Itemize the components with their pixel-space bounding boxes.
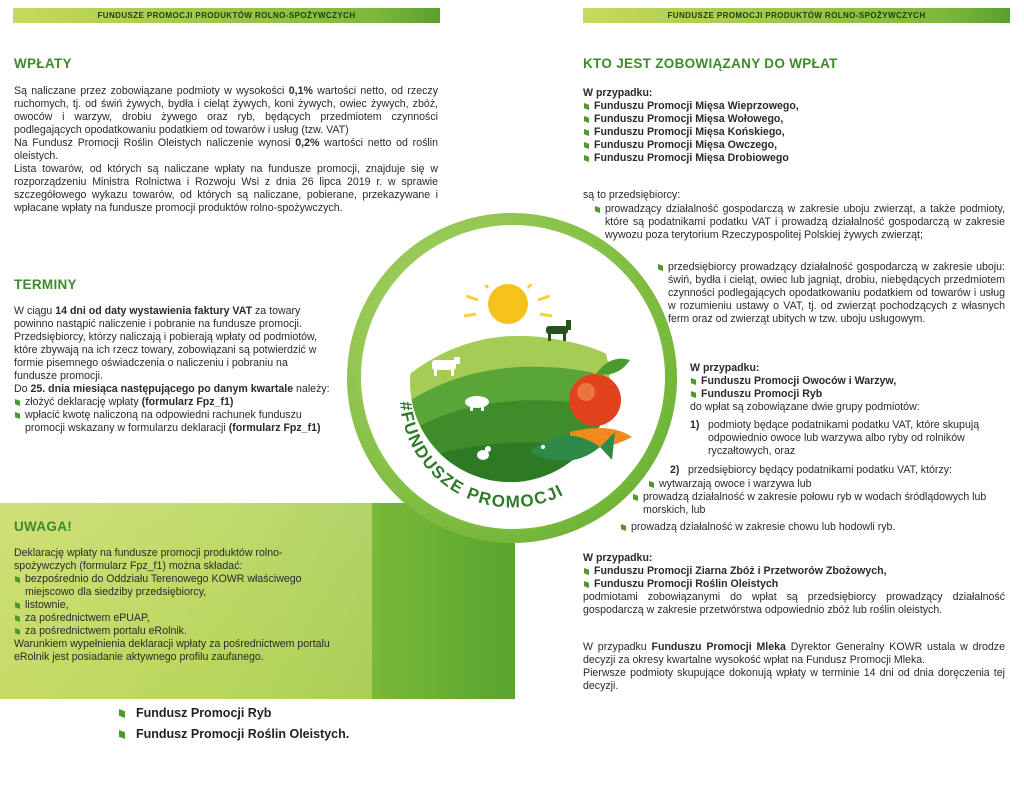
kto-g2-sub-item: wytwarzają owoce i warzywa lub bbox=[648, 478, 1005, 491]
kto-g1-list-2 bbox=[657, 261, 1005, 326]
kto-g1-item: Funduszu Promocji Mięsa Wołowego, bbox=[583, 113, 1005, 126]
kto-g1-li: przedsiębiorcy prowadzący działalność gospodarczą w zakresie uboju: świń, bydła i cieląt, owiec lub jagniąt, drobiu, niebędących przedmiotem czynności podlegających opodatkowaniu podatkiem od towarów i usług w rozumieniu ustawy o VAT, tj. od zwierząt pochodzących z własnych ferm oraz od zwierząt ubitych w tzw. uboju usługowym. bbox=[657, 261, 1005, 326]
kto-g2-numbered-2: 2) przedsiębiorcy będący podatnikami podatku VAT, którzy: bbox=[670, 464, 952, 476]
uwaga-item: listownie, bbox=[14, 599, 334, 612]
uwaga-text: Deklarację wpłaty na fundusze promocji produktów rolno-spożywczych (formularz Fpz_f1) można składać: bezpośrednio do Oddziału Terenowego KOWR właściwego miejscowo dla siedziby przedsiębiorcy, listownie, za pośrednictwem ePUAP, za pośrednictwem portalu eRolnik. Warunkiem wypełnienia deklaracji wpłaty za pośrednictwem portalu eRolnik jest posiadanie aktywnego profilu zaufanego. bbox=[14, 547, 334, 664]
kto-g2-sub-2 bbox=[632, 491, 1005, 517]
wplaty-text: Są naliczane przez zobowiązane podmioty w wysokości 0,1% wartości netto, od rzeczy ruchomych, tj. od świń żywych, bydła i cieląt żywych, koni żywych, owiec żywych, zbóż, owoców i warzyw, drobiu żywego oraz ryb, będących przedmiotem czynności podlegających opodatkowaniu podatkiem od towarów i usług (tzw. VAT) Na Fundusz Promocji Roślin Oleistych naliczenie wynosi 0,2% wartości netto od roślin oleistych. Lista towarów, od których są naliczane wpłaty na fundusze promocji, znajduje się w rozporządzeniu Ministra Rolnictwa i Rozwoju Wsi z dnia 26 lipca 2019 r. w sprawie szczegółowego wykazu towarów, od których są naliczane, pobierane, przekazywane i wpłacane wpłaty na fundusze promocji produktów rolno-spożywczych. bbox=[14, 85, 438, 214]
kto-heading: KTO JEST ZOBOWIĄZANY DO WPŁAT bbox=[583, 56, 838, 71]
kto-group-2: W przypadku: Funduszu Promocji Owoców i Warzyw, Funduszu Promocji Ryb do wpłat są zobowiązane dwie grupy podmiotów: bbox=[690, 362, 1005, 414]
uwaga-heading: UWAGA! bbox=[14, 519, 73, 534]
extra-item-oleiste: Fundusz Promocji Roślin Oleistych. bbox=[136, 727, 350, 741]
fundusze-promocji-logo bbox=[360, 232, 660, 532]
terminy-heading: TERMINY bbox=[14, 277, 77, 292]
kto-g2-sub-1 bbox=[648, 478, 1005, 491]
kto-g2-numbered-1: 1) podmioty będące podatnikami podatku VAT, które skupują odpowiednio owoce lub warzywa albo ryby od rolników ryczałtowych, oraz bbox=[690, 419, 980, 457]
uwaga-item: za pośrednictwem portalu eRolnik. bbox=[14, 625, 334, 638]
kto-g1-li: prowadzący działalność gospodarczą w zakresie uboju zwierząt, a także podmioty, które są podatnikami podatku VAT i prowadzą działalność gospodarczą w zakresie wywozu poza terytorium Rzeczypospolitej Polskiej żywych zwierząt; bbox=[594, 203, 1005, 242]
terminy-item: złożyć deklarację wpłaty (formularz Fpz_f1) bbox=[14, 396, 332, 409]
kto-g1-list bbox=[594, 203, 1005, 242]
kto-g2-sub-item: prowadzą działalność w zakresie chowu lub hodowli ryb. bbox=[620, 521, 1005, 534]
wplaty-heading: WPŁATY bbox=[14, 56, 72, 71]
kto-g2-sub-3 bbox=[620, 521, 1005, 534]
logo-text: #FUNDUSZE PROMOCJI bbox=[395, 400, 567, 512]
kto-g2-sub-item: prowadzą działalność w zakresie połowu ryb w wodach śródlądowych lub morskich, lub bbox=[632, 491, 1005, 517]
kto-g1-item: Funduszu Promocji Mięsa Wieprzowego, bbox=[583, 100, 1005, 113]
header-band-left: FUNDUSZE PROMOCJI PRODUKTÓW ROLNO-SPOŻYWCZYCH bbox=[13, 8, 440, 23]
extra-item-ryb: Fundusz Promocji Ryb bbox=[136, 706, 272, 720]
kto-g1-intro: są to przedsiębiorcy: bbox=[583, 189, 681, 201]
kto-g3-item: Funduszu Promocji Roślin Oleistych bbox=[583, 578, 1005, 591]
header-band-right: FUNDUSZE PROMOCJI PRODUKTÓW ROLNO-SPOŻYWCZYCH bbox=[583, 8, 1010, 23]
uwaga-item: bezpośrednio do Oddziału Terenowego KOWR właściwego miejscowo dla siedziby przedsiębiorcy, bbox=[14, 573, 334, 599]
kto-g1-item: Funduszu Promocji Mięsa Owczego, bbox=[583, 139, 1005, 152]
terminy-item: wpłacić kwotę naliczoną na odpowiedni rachunek funduszu promocji wskazany w formularzu deklaracji (formularz Fpz_f1) bbox=[14, 409, 332, 435]
kto-g3-item: Funduszu Promocji Ziarna Zbóż i Przetworów Zbożowych, bbox=[583, 565, 1005, 578]
kto-g1-item: Funduszu Promocji Mięsa Drobiowego bbox=[583, 152, 1005, 165]
kto-group-3: W przypadku: Funduszu Promocji Ziarna Zbóż i Przetworów Zbożowych, Funduszu Promocji Roślin Oleistych podmiotami zobowiązanymi do wpłat są przedsiębiorcy prowadzący działalność gospodarczą w zakresie przetwórstwa odpowiednio zbóż lub roślin oleistych. bbox=[583, 552, 1005, 616]
kto-group-1: W przypadku: Funduszu Promocji Mięsa Wieprzowego, Funduszu Promocji Mięsa Wołowego, Funduszu Promocji Mięsa Końskiego, Funduszu Promocji Mięsa Owczego, Funduszu Promocji Mięsa Drobiowego bbox=[583, 87, 1005, 165]
kto-g2-item: Funduszu Promocji Owoców i Warzyw, bbox=[690, 375, 1005, 388]
kto-g2-item: Funduszu Promocji Ryb bbox=[690, 388, 1005, 401]
kto-group-4: W przypadku Funduszu Promocji Mleka Dyrektor Generalny KOWR ustala w drodze decyzji za okresy kwartalne wysokość wpłat na Fundusz Promocji Mleka. Pierwsze podmioty skupujące dokonują wpłaty w terminie 14 dni od dnia doręczenia tej decyzji. bbox=[583, 641, 1005, 692]
kto-g1-item: Funduszu Promocji Mięsa Końskiego, bbox=[583, 126, 1005, 139]
uwaga-item: za pośrednictwem ePUAP, bbox=[14, 612, 334, 625]
terminy-text: W ciągu 14 dni od daty wystawienia faktury VAT za towary powinno nastąpić naliczenie i pobranie na fundusze promocji. Przedsiębiorcy, którzy naliczają i pobierają wpłaty od podmiotów, które zbywają na ich rzecz towary, zobowiązani są potwierdzić w formie pisemnego oświadczenia o naliczeniu i pobraniu na fundusze promocji. Do 25. dnia miesiąca następującego po danym kwartale należy: złożyć deklarację wpłaty (formularz Fpz_f1) wpłacić kwotę naliczoną na odpowiedni rachunek funduszu promocji wskazany w formularzu deklaracji (formularz Fpz_f1) bbox=[14, 305, 332, 435]
